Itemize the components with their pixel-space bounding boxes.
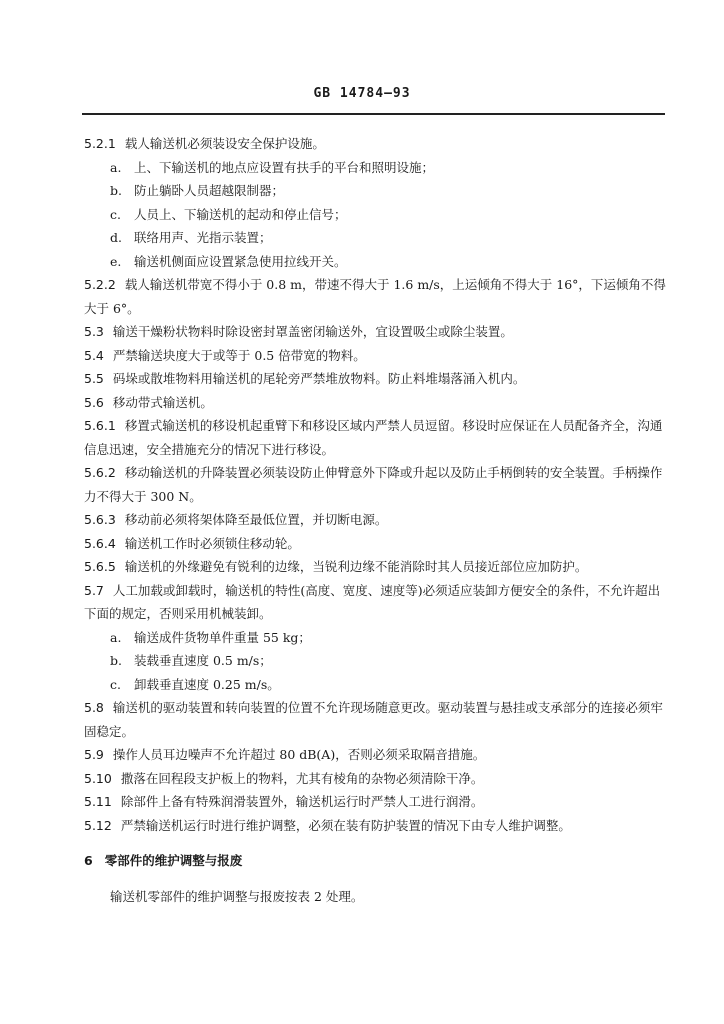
clause-5-7 — [84, 579, 668, 626]
list-marker: c. — [110, 206, 121, 222]
clause-text: 输送机的驱动装置和转向装置的位置不允许现场随意更改。驱动装置与悬挂或支承部分的连接必须牢固稳定。 — [84, 700, 663, 739]
list-text: 输送成件货物单件重量 55 kg； — [134, 629, 311, 645]
clause-number: 5.6.1 — [84, 418, 116, 433]
list-text: 防止躺卧人员超越限制器； — [134, 183, 285, 198]
clause-text: 撒落在回程段支护板上的物料，尤其有棱角的杂物必须清除干净。 — [120, 770, 484, 786]
clause-number: 5.12 — [84, 817, 112, 833]
clause-text: 载人输送机必须装设安全保护设施。 — [124, 136, 325, 151]
list-item — [84, 250, 668, 274]
spacer — [84, 873, 668, 885]
clause-text: 移动带式输送机。 — [112, 394, 213, 410]
clause-text: 载人输送机带宽不得小于 0.8 m，带速不得大于 1.6 m/s，上运倾角不得大于 16°，下运倾角不得大于 6°。 — [84, 277, 666, 316]
clause-5-6-5 — [84, 555, 668, 579]
clause-number: 5.10 — [84, 770, 112, 786]
list-item — [84, 226, 668, 250]
clause-text: 严禁输送块度大于或等于 0.5 倍带宽的物料。 — [112, 347, 366, 363]
section-body: 输送机零部件的维护调整与报废按表 2 处理。 — [110, 888, 364, 904]
clause-number: 5.9 — [84, 747, 104, 762]
list-text: 上、下输送机的地点应设置有扶手的平台和照明设施； — [134, 159, 435, 175]
clause-5-6-2 — [84, 461, 668, 508]
clause-number: 5.6.4 — [84, 535, 116, 551]
document-body — [84, 132, 668, 908]
list-text: 装载垂直速度 0.5 m/s； — [134, 653, 272, 668]
clause-text: 输送机工作时必须锁住移动轮。 — [124, 535, 300, 551]
clause-number: 5.5 — [84, 371, 104, 386]
spacer — [84, 837, 668, 849]
clause-text: 码垛或散堆物料用输送机的尾轮旁严禁堆放物料。防止料堆塌落涌入机内。 — [112, 371, 526, 386]
list-marker: a. — [110, 629, 122, 645]
clause-text: 严禁输送机运行时进行维护调整，必须在装有防护装置的情况下由专人维护调整。 — [120, 817, 571, 833]
section-heading — [84, 849, 668, 873]
clause-number: 5.6 — [84, 394, 104, 410]
clause-5-3 — [84, 320, 668, 344]
clause-5-4 — [84, 344, 668, 368]
list-marker: b. — [110, 183, 122, 198]
list-marker: e. — [110, 253, 122, 269]
clause-5-6 — [84, 391, 668, 415]
clause-number: 5.8 — [84, 700, 104, 715]
list-marker: c. — [110, 676, 121, 692]
clause-5-9 — [84, 743, 668, 767]
clause-number: 5.4 — [84, 347, 104, 363]
section-number: 6 — [84, 853, 93, 868]
list-text: 卸载垂直速度 0.25 m/s。 — [134, 676, 280, 692]
clause-5-6-4 — [84, 532, 668, 556]
clause-number: 5.6.2 — [84, 465, 116, 480]
clause-number: 5.3 — [84, 324, 104, 339]
list-item — [84, 156, 668, 180]
clause-text: 除部件上备有特殊润滑装置外，输送机运行时严禁人工进行润滑。 — [120, 794, 484, 809]
clause-5-6-3 — [84, 508, 668, 532]
clause-5-11 — [84, 790, 668, 814]
clause-5-2-2 — [84, 273, 668, 320]
clause-text: 移置式输送机的移设机起重臂下和移设区域内严禁人员逗留。移设时应保证在人员配备齐全，沟通信息迅速，安全措施充分的情况下进行移设。 — [84, 418, 663, 457]
list-item — [84, 626, 668, 650]
clause-number: 5.2.1 — [84, 136, 116, 151]
clause-text: 移动前必须将架体降至最低位置，并切断电源。 — [124, 512, 388, 527]
list-text: 人员上、下输送机的起动和停止信号； — [134, 206, 347, 222]
clause-5-8 — [84, 696, 668, 743]
clause-5-12 — [84, 814, 668, 838]
clause-number: 5.7 — [84, 582, 104, 598]
clause-number: 5.6.5 — [84, 559, 116, 574]
list-item — [84, 673, 668, 697]
list-item — [84, 203, 668, 227]
clause-5-2-1 — [84, 132, 668, 156]
header-rule — [82, 113, 665, 115]
clause-5-6-1 — [84, 414, 668, 461]
list-text: 联络用声、光指示装置； — [134, 230, 272, 245]
list-item — [84, 649, 668, 673]
list-marker: d. — [110, 230, 122, 245]
clause-text: 移动输送机的升降装置必须装设防止伸臂意外下降或升起以及防止手柄倒转的安全装置。手柄操作力不得大于 300 N。 — [84, 465, 663, 504]
clause-number: 5.6.3 — [84, 512, 116, 527]
clause-text: 输送机的外缘避免有锐利的边缘，当锐利边缘不能消除时其人员接近部位应加防护。 — [124, 559, 588, 574]
list-marker: a. — [110, 159, 122, 175]
clause-5-5 — [84, 367, 668, 391]
clause-number: 5.2.2 — [84, 277, 116, 292]
clause-number: 5.11 — [84, 794, 112, 809]
list-marker: b. — [110, 653, 122, 668]
document-header: GB 14784—93 — [313, 86, 411, 101]
clause-text: 输送干燥粉状物料时除设密封罩盖密闭输送外，宜设置吸尘或除尘装置。 — [112, 324, 513, 339]
clause-5-10 — [84, 767, 668, 791]
clause-text: 人工加载或卸载时，输送机的特性(高度、宽度、速度等)必须适应装卸方便安全的条件，不允许超出下面的规定，否则采用机械装卸。 — [84, 582, 661, 621]
list-item — [84, 179, 668, 203]
clause-text: 操作人员耳边噪声不允许超过 80 dB(A)，否则必须采取隔音措施。 — [112, 747, 486, 762]
list-text: 输送机侧面应设置紧急使用拉线开关。 — [134, 253, 347, 269]
section-title-text: 零部件的维护调整与报废 — [104, 853, 243, 868]
